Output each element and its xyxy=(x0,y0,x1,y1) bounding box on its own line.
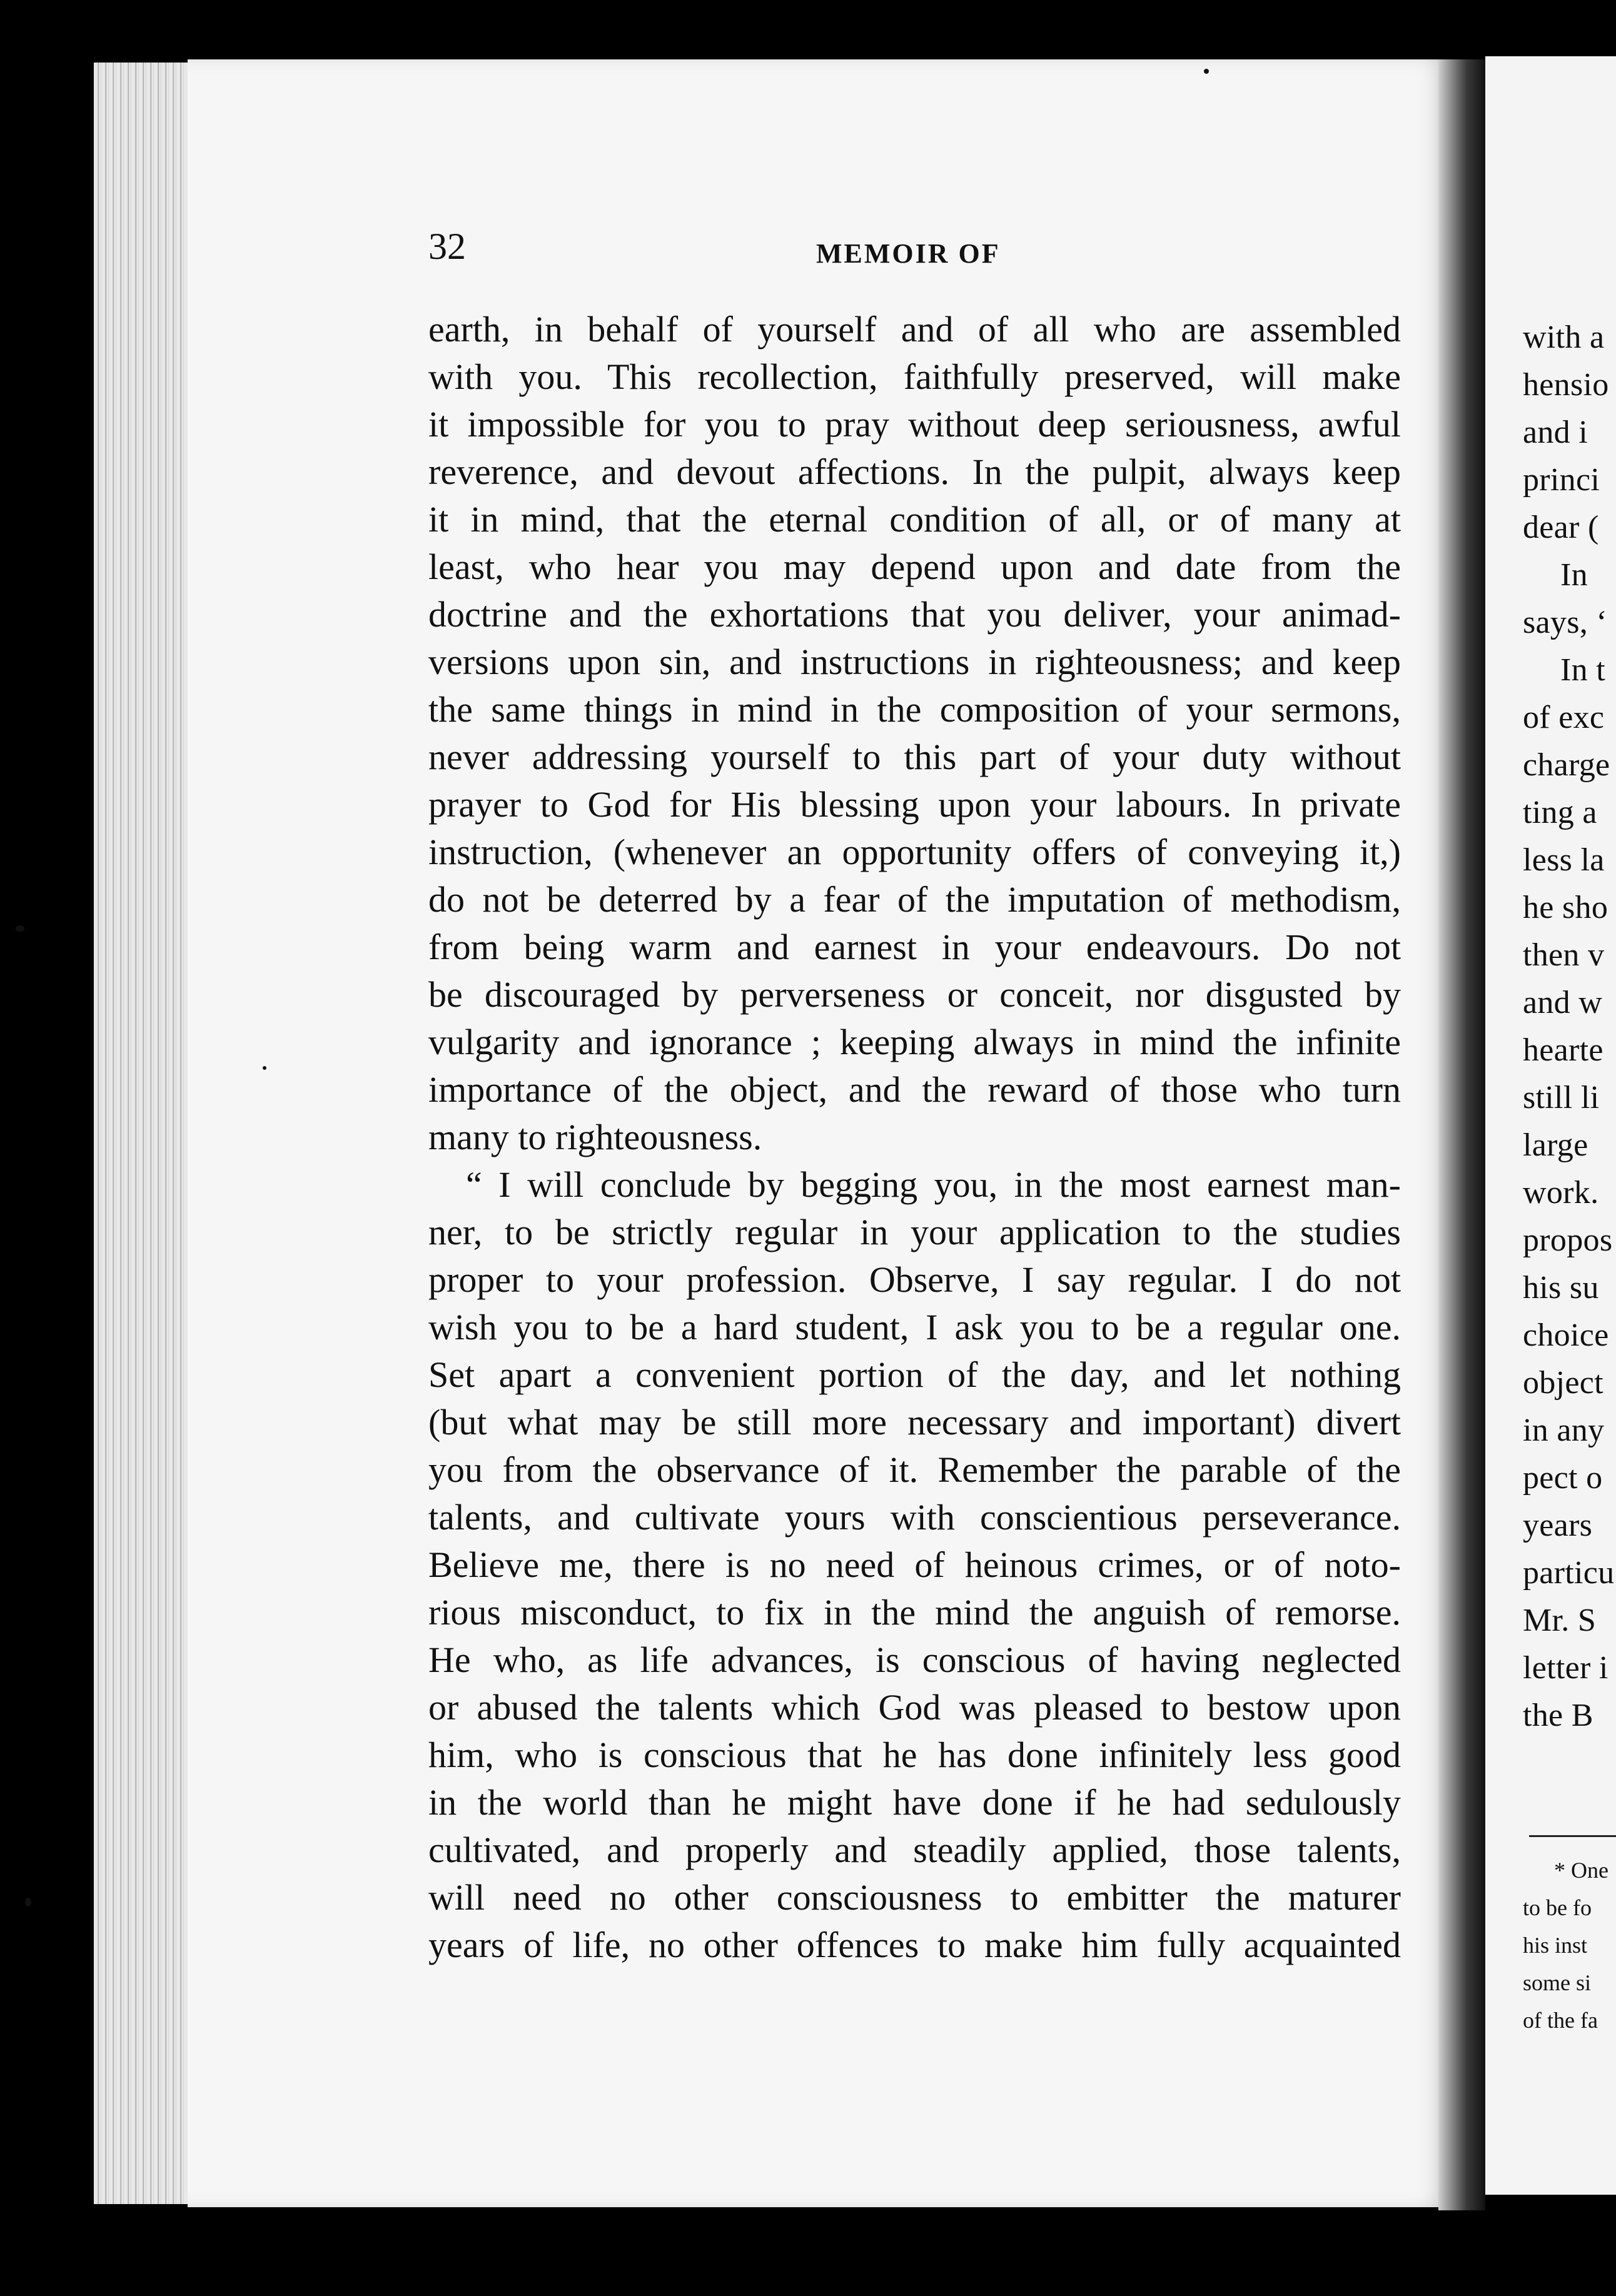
text-line: earth, in behalf of yourself and of all who are assembled xyxy=(428,309,1401,350)
facing-line: letter i xyxy=(1523,1650,1608,1686)
speck xyxy=(16,925,24,932)
text-line: doctrine and the exhortations that you deliver, your animad- xyxy=(428,594,1401,635)
facing-line: his su xyxy=(1523,1270,1599,1306)
facing-line: object xyxy=(1523,1365,1603,1401)
facing-line: Mr. S xyxy=(1523,1603,1597,1638)
text-line: in the world than he might have done if he had sedulously xyxy=(428,1782,1401,1823)
facing-footnote-line: some si xyxy=(1523,1970,1592,1995)
facing-line: less la xyxy=(1523,842,1605,878)
speck xyxy=(25,1898,31,1906)
text-line: versions upon sin, and instructions in righteousness; and keep xyxy=(428,642,1401,682)
text-line: prayer to God for His blessing upon your labours. In private xyxy=(428,784,1401,825)
speck xyxy=(263,1066,266,1070)
text-line: will need no other consciousness to embitter the maturer xyxy=(428,1877,1401,1918)
facing-line: particu xyxy=(1523,1555,1615,1591)
text-line: with you. This recollection, faithfully preserved, will make xyxy=(428,356,1401,397)
text-line: many to righteousness. xyxy=(428,1117,762,1157)
text-line: He who, as life advances, is conscious of having neglected xyxy=(428,1639,1401,1680)
text-line: years of life, no other offences to make him fully acquainted xyxy=(428,1925,1401,1965)
text-line: or abused the talents which God was pleased to bestow upon xyxy=(428,1687,1401,1728)
facing-line: in any xyxy=(1523,1412,1605,1448)
text-line: “ I will conclude by begging you, in the most earnest man- xyxy=(466,1164,1401,1205)
text-line: importance of the object, and the reward of those who turn xyxy=(428,1069,1401,1110)
facing-line: and i xyxy=(1523,415,1588,450)
facing-line: of exc xyxy=(1523,700,1605,735)
facing-line: then v xyxy=(1523,937,1605,973)
facing-footnote-line: his inst xyxy=(1523,1933,1588,1958)
text-line: Set apart a convenient portion of the day, and let nothing xyxy=(428,1354,1401,1395)
text-line: wish you to be a hard student, I ask you to be a regular one. xyxy=(428,1307,1401,1347)
text-line: it impossible for you to pray without deep seriousness, awful xyxy=(428,404,1401,445)
facing-footnote-line: * One xyxy=(1554,1858,1608,1883)
text-line: vulgarity and ignorance ; keeping always in mind the infinite xyxy=(428,1022,1401,1062)
facing-line: he sho xyxy=(1523,890,1608,925)
text-line: least, who hear you may depend upon and date from the xyxy=(428,546,1401,587)
text-line: him, who is conscious that he has done infinitely less good xyxy=(428,1735,1401,1775)
facing-page xyxy=(1485,56,1616,2195)
text-line: from being warm and earnest in your endeavours. Do not xyxy=(428,927,1401,967)
text-line: ner, to be strictly regular in your application to the studies xyxy=(428,1212,1401,1252)
facing-line: propos xyxy=(1523,1222,1613,1258)
text-line: reverence, and devout affections. In the pulpit, always keep xyxy=(428,451,1401,492)
facing-line: and w xyxy=(1523,985,1603,1020)
facing-line: work. xyxy=(1523,1175,1599,1211)
facing-line: dear ( xyxy=(1523,510,1599,545)
facing-line: large xyxy=(1523,1127,1588,1163)
text-line: it in mind, that the eternal condition of all, or of many at xyxy=(428,499,1401,540)
text-line: talents, and cultivate yours with conscientious perseverance. xyxy=(428,1497,1401,1538)
facing-line: In t xyxy=(1560,652,1605,688)
facing-line: hearte xyxy=(1523,1032,1603,1068)
facing-line: choice xyxy=(1523,1317,1609,1353)
footnote-rule xyxy=(1529,1835,1616,1837)
facing-line: In xyxy=(1560,557,1588,593)
page-edges xyxy=(94,63,200,2204)
facing-line: with a xyxy=(1523,320,1605,355)
text-line: be discouraged by perverseness or conceit, nor disgusted by xyxy=(428,974,1401,1015)
facing-line: pect o xyxy=(1523,1460,1603,1496)
speck xyxy=(1204,69,1209,74)
facing-line: years xyxy=(1523,1508,1593,1543)
text-line: do not be deterred by a fear of the imputation of methodism, xyxy=(428,879,1401,920)
text-line: the same things in mind in the composition of your sermons, xyxy=(428,689,1401,730)
text-line: proper to your profession. Observe, I say regular. I do not xyxy=(428,1259,1401,1300)
running-head: MEMOIR OF xyxy=(816,238,1001,269)
text-line: instruction, (whenever an opportunity offers of conveying it,) xyxy=(428,832,1401,872)
text-line: Believe me, there is no need of heinous crimes, or of noto- xyxy=(428,1544,1401,1585)
facing-footnote-line: to be fo xyxy=(1523,1895,1592,1920)
facing-line: still li xyxy=(1523,1080,1600,1115)
page-number: 32 xyxy=(428,226,466,267)
text-line: rious misconduct, to fix in the mind the anguish of remorse. xyxy=(428,1592,1401,1633)
text-line: cultivated, and properly and steadily applied, those talents, xyxy=(428,1830,1401,1870)
page-header xyxy=(428,225,1395,269)
facing-line: hensio xyxy=(1523,367,1609,403)
facing-footnote-line: of the fa xyxy=(1523,2008,1598,2033)
facing-line: charge xyxy=(1523,747,1610,783)
book-gutter xyxy=(1438,59,1485,2210)
facing-line: says, ‘ xyxy=(1523,605,1607,640)
facing-line: the B xyxy=(1523,1698,1593,1733)
text-line: never addressing yourself to this part of your duty without xyxy=(428,737,1401,777)
text-line: (but what may be still more necessary and important) divert xyxy=(428,1402,1401,1443)
text-line: you from the observance of it. Remember the parable of the xyxy=(428,1449,1401,1490)
facing-line: ting a xyxy=(1523,795,1597,830)
facing-line: princi xyxy=(1523,462,1600,498)
